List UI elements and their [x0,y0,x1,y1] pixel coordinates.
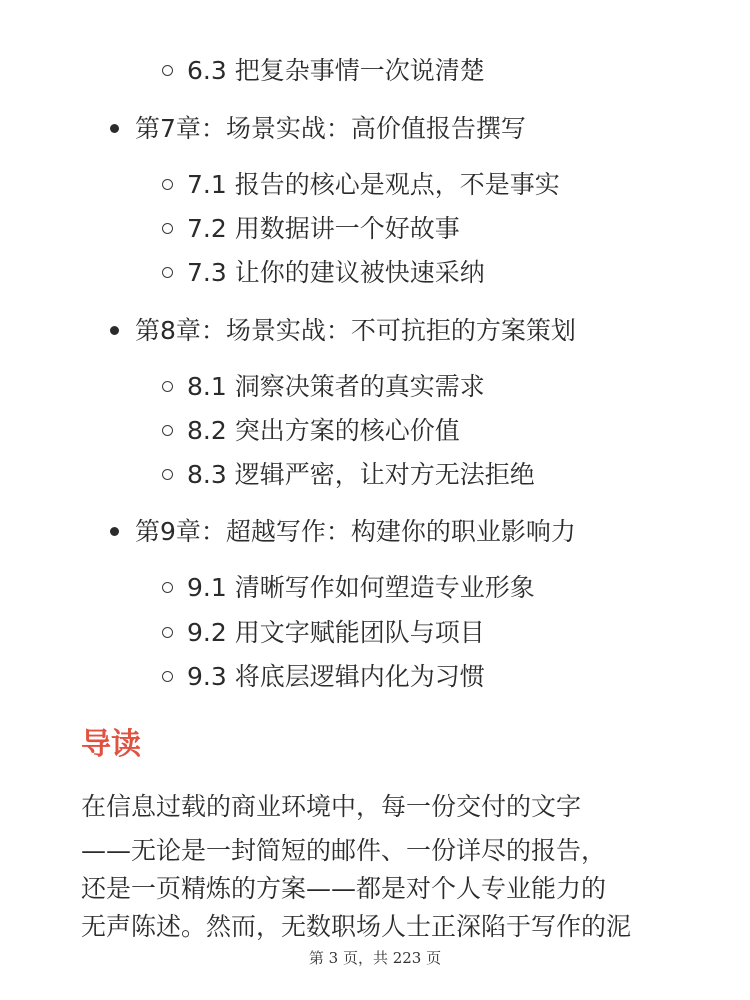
hollow-bullet-icon [162,65,173,76]
toc-chapter-9 [110,519,576,544]
intro-paragraph-line: 无声陈述。然而，无数职场人士正深陷于写作的泥 [81,912,632,941]
filled-bullet-icon [110,527,119,536]
toc-subsection-title: 7.1 报告的核心是观点，不是事实 [187,170,560,199]
intro-paragraph-line: 在信息过载的商业环境中，每一份交付的文字 [81,792,582,821]
toc-subsection-6-3 [162,58,485,83]
intro-paragraph-line: ——无论是一封简短的邮件、一份详尽的报告， [81,836,607,865]
hollow-bullet-icon [162,671,173,682]
section-heading: 导读 [81,727,141,762]
toc-subsection-title: 7.2 用数据讲一个好故事 [187,214,460,243]
filled-bullet-icon [110,124,119,133]
toc-subsection-8-2 [162,418,460,443]
hollow-bullet-icon [162,627,173,638]
hollow-bullet-icon [162,223,173,234]
hollow-bullet-icon [162,425,173,436]
toc-chapter-title: 第8章：场景实战：不可抗拒的方案策划 [135,316,576,345]
toc-subsection-9-1 [162,575,535,600]
toc-chapter-title: 第7章：场景实战：高价值报告撰写 [135,114,526,143]
toc-subsection-title: 9.1 清晰写作如何塑造专业形象 [187,573,535,602]
hollow-bullet-icon [162,469,173,480]
hollow-bullet-icon [162,381,173,392]
toc-subsection-8-3 [162,462,535,487]
toc-chapter-8 [110,318,576,343]
toc-subsection-title: 8.2 突出方案的核心价值 [187,416,460,445]
toc-subsection-title: 8.3 逻辑严密，让对方无法拒绝 [187,460,535,489]
toc-subsection-title: 9.2 用文字赋能团队与项目 [187,618,485,647]
toc-subsection-title: 6.3 把复杂事情一次说清楚 [187,56,485,85]
toc-subsection-title: 9.3 将底层逻辑内化为习惯 [187,662,485,691]
toc-subsection-title: 8.1 洞察决策者的真实需求 [187,372,485,401]
hollow-bullet-icon [162,267,173,278]
toc-subsection-9-2 [162,620,485,645]
toc-subsection-7-1 [162,172,560,197]
page-number: 第 3 页，共 223 页 [308,949,442,967]
toc-subsection-8-1 [162,374,485,399]
toc-subsection-7-2 [162,216,460,241]
filled-bullet-icon [110,326,119,335]
toc-subsection-9-3 [162,664,485,689]
toc-subsection-title: 7.3 让你的建议被快速采纳 [187,258,485,287]
toc-chapter-title: 第9章：超越写作：构建你的职业影响力 [135,517,576,546]
intro-paragraph-line: 还是一页精炼的方案——都是对个人专业能力的 [81,874,607,903]
hollow-bullet-icon [162,179,173,190]
hollow-bullet-icon [162,582,173,593]
toc-subsection-7-3 [162,260,485,285]
toc-chapter-7 [110,116,526,141]
